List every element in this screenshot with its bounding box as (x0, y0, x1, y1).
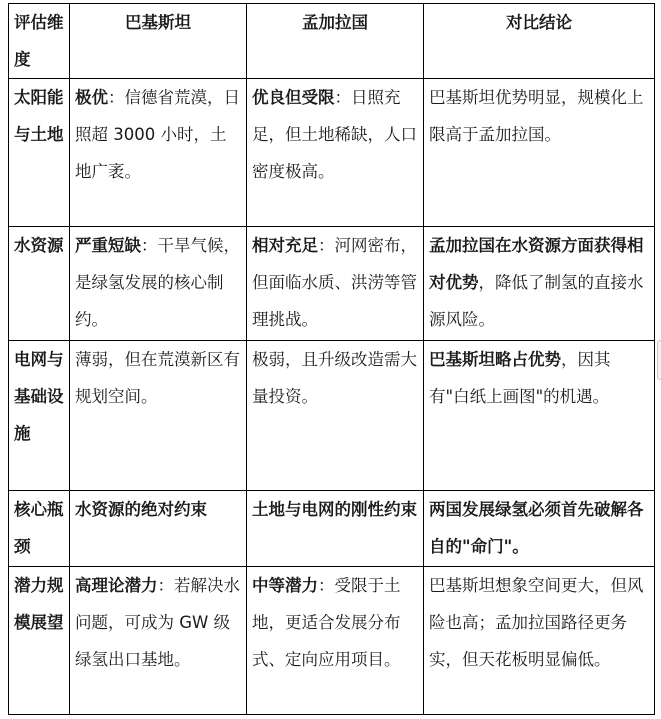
cell-bangladesh (247, 341, 424, 491)
cell-text: ：干旱气候，是绿氢发展的核心制约。 (75, 236, 240, 329)
table-row (9, 79, 655, 227)
cell-text: 极弱，且升级改造需大量投资。 (252, 350, 417, 406)
cell-pakistan (70, 227, 247, 341)
cell-emphasis: 极优 (75, 88, 108, 107)
cell-emphasis: 孟加拉国在水资源方面获得相对优势 (429, 236, 644, 292)
cell-emphasis: 优良但受限 (252, 88, 335, 107)
row-dimension: 太阳能与土地 (9, 79, 70, 227)
header-pakistan: 巴基斯坦 (70, 4, 247, 79)
cell-text: ：日照充足，但土地稀缺，人口密度极高。 (252, 88, 417, 181)
cell-emphasis: 土地与电网的刚性约束 (252, 500, 417, 519)
row-dimension: 核心瓶颈 (9, 491, 70, 567)
cell-emphasis: 水资源的绝对约束 (75, 500, 207, 519)
row-dimension: 潜力规模展望 (9, 567, 70, 715)
cell-bangladesh (247, 491, 424, 567)
scroll-edge-handle[interactable] (657, 340, 661, 380)
cell-text: ，因其有"白纸上画图"的机遇。 (429, 350, 611, 406)
table-row (9, 567, 655, 715)
cell-conclusion (424, 491, 655, 567)
cell-text: 巴基斯坦优势明显，规模化上限高于孟加拉国。 (429, 88, 644, 144)
header-bangladesh: 孟加拉国 (247, 4, 424, 79)
cell-pakistan (70, 567, 247, 715)
cell-bangladesh (247, 567, 424, 715)
cell-pakistan (70, 341, 247, 491)
cell-emphasis: 巴基斯坦略占优势 (429, 350, 561, 369)
cell-text: ：信德省荒漠，日照超 3000 小时，土地广袤。 (75, 88, 240, 181)
cell-emphasis: 两国发展绿氢必须首先破解各自的"命门"。 (429, 500, 644, 556)
table-row (9, 227, 655, 341)
cell-text: ，降低了制氢的直接水源风险。 (429, 273, 644, 329)
cell-text: ：河网密布，但面临水质、洪涝等管理挑战。 (252, 236, 417, 329)
cell-emphasis: 严重短缺 (75, 236, 141, 255)
header-dimension: 评估维度 (9, 4, 70, 79)
cell-conclusion (424, 567, 655, 715)
cell-bangladesh (247, 79, 424, 227)
cell-pakistan (70, 79, 247, 227)
cell-text: 薄弱，但在荒漠新区有规划空间。 (75, 350, 240, 406)
cell-pakistan (70, 491, 247, 567)
cell-text: ：若解决水问题，可成为 GW 级绿氢出口基地。 (75, 576, 240, 669)
row-dimension: 水资源 (9, 227, 70, 341)
cell-conclusion (424, 341, 655, 491)
table-row (9, 341, 655, 491)
cell-emphasis: 高理论潜力 (75, 576, 158, 595)
cell-bangladesh (247, 227, 424, 341)
comparison-table (8, 3, 655, 715)
cell-conclusion (424, 227, 655, 341)
cell-text: ：受限于土地，更适合发展分布式、定向应用项目。 (252, 576, 401, 669)
cell-emphasis: 中等潜力 (252, 576, 318, 595)
cell-text: 巴基斯坦想象空间更大，但风险也高；孟加拉国路径更务实，但天花板明显偏低。 (429, 576, 644, 669)
row-dimension: 电网与基础设施 (9, 341, 70, 491)
table-row (9, 491, 655, 567)
cell-conclusion (424, 79, 655, 227)
header-conclusion: 对比结论 (424, 4, 655, 79)
cell-emphasis: 相对充足 (252, 236, 318, 255)
header-row (9, 4, 655, 79)
